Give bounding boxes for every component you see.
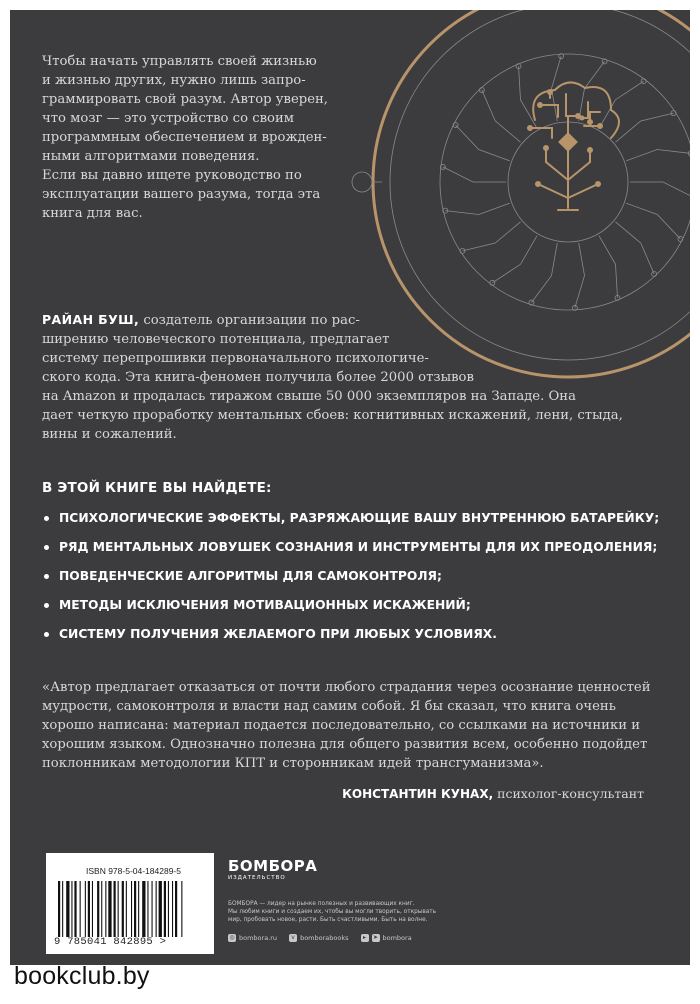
- social-label: bombora: [382, 934, 412, 942]
- author-line: дает четкую проработку ментальных сбоев: когнитивных искажений, лени, стыда,: [42, 408, 623, 423]
- list-item-text: ПОВЕДЕНЧЕСКИЕ АЛГОРИТМЫ ДЛЯ САМОКОНТРОЛЯ;: [59, 569, 442, 583]
- author-line: на Amazon и продалась тиражом свыше 50 000 экземпляров на Западе. Она: [42, 389, 576, 404]
- author-line: вины и сожалений.: [42, 427, 177, 442]
- list-item-text: МЕТОДЫ ИСКЛЮЧЕНИЯ МОТИВАЦИОННЫХ ИСКАЖЕНИЙ;: [59, 598, 471, 612]
- list-item: [42, 537, 662, 566]
- publisher-desc-line: мир, пробовать новое, расти. Быть счастливыми. Быть на волне.: [228, 917, 428, 923]
- review-quote: [42, 678, 657, 773]
- quote-line: хорошим языком. Однозначно полезна для общего развития всем, особенно подойдет: [42, 737, 648, 752]
- quote-author-role: психолог-консультант: [493, 786, 644, 801]
- quote-line: «Автор предлагает отказаться от почти любого страдания через осознание ценностей: [42, 680, 651, 695]
- intro-line: программным обеспечением и врожден-: [42, 130, 327, 145]
- publisher-sub: ИЗДАТЕЛЬСТВО: [228, 875, 286, 881]
- social-label: bombora.ru: [239, 934, 278, 942]
- bullet-icon: [44, 516, 49, 521]
- author-line: систему перепрошивки первоначального психологиче-: [42, 351, 429, 366]
- barcode-box: [46, 853, 214, 954]
- list-item-text: СИСТЕМУ ПОЛУЧЕНИЯ ЖЕЛАЕМОГО ПРИ ЛЮБЫХ УСЛОВИЯХ.: [59, 627, 497, 641]
- site-watermark: bookclub.by: [14, 962, 150, 990]
- social-item-other: [361, 934, 412, 942]
- list-item: [42, 566, 662, 595]
- globe-icon: ◎: [229, 934, 235, 941]
- social-item-vk: [289, 934, 348, 942]
- find-list: [42, 508, 662, 653]
- intro-text: [42, 52, 342, 223]
- author-line: ского кода. Эта книга-феномен получила более 2000 отзывов: [42, 370, 474, 385]
- list-item: [42, 508, 662, 537]
- author-line: создатель организации по рас-: [139, 313, 360, 328]
- publisher-logo: [228, 858, 317, 882]
- vk-icon: v: [289, 934, 297, 942]
- quote-author-name: КОНСТАНТИН КУНАХ,: [342, 787, 494, 801]
- find-heading: В ЭТОЙ КНИГЕ ВЫ НАЙДЕТЕ:: [42, 480, 272, 496]
- intro-line: Если вы давно ищете руководство по: [42, 168, 302, 183]
- quote-line: мудрости, самоконтроля и власти над самим собой. Я бы сказал, что книга очень: [42, 699, 616, 714]
- bullet-icon: [44, 545, 49, 550]
- author-name: РАЙАН БУШ,: [42, 312, 140, 327]
- bullet-icon: [44, 632, 49, 637]
- isbn-text: ISBN 978-5-04-184289-5: [86, 866, 181, 876]
- intro-line: эксплуатации вашего разума, тогда эта: [42, 187, 321, 202]
- intro-line: и жизнью других, нужно лишь запро-: [42, 73, 306, 88]
- quote-line: хорошо написана: материал подается последовательно, со ссылками на источники и: [42, 718, 640, 733]
- social-label: bomborabooks: [300, 934, 349, 942]
- bullet-icon: [44, 574, 49, 579]
- author-description: [42, 310, 647, 444]
- social-item-site: [228, 934, 277, 942]
- quote-attribution: [342, 786, 644, 801]
- list-item: [42, 595, 662, 624]
- list-item-text: РЯД МЕНТАЛЬНЫХ ЛОВУШЕК СОЗНАНИЯ И ИНСТРУМЕНТЫ ДЛЯ ИХ ПРЕОДОЛЕНИЯ;: [59, 540, 658, 554]
- list-item-text: ПСИХОЛОГИЧЕСКИЕ ЭФФЕКТЫ, РАЗРЯЖАЮЩИЕ ВАШУ ВНУТРЕННЮЮ БАТАРЕЙКУ;: [59, 511, 660, 525]
- intro-line: ными алгоритмами поведения.: [42, 149, 260, 164]
- intro-line: граммировать свой разум. Автор уверен,: [42, 92, 328, 107]
- quote-line: поклонникам методологии КПТ и сторонникам идей трансгуманизма».: [42, 756, 544, 771]
- publisher-name: БОМБОРА: [228, 857, 318, 875]
- social-icon: ▸: [361, 934, 369, 942]
- bullet-icon: [44, 603, 49, 608]
- intro-line: Чтобы начать управлять своей жизнью: [42, 54, 317, 69]
- publisher-desc-line: Мы любим книги и создаем их, чтобы вы могли творить, открывать: [228, 909, 437, 915]
- intro-line: книга для вас.: [42, 206, 143, 221]
- intro-line: что мозг — это устройство со своим: [42, 111, 294, 126]
- publisher-social: [228, 934, 412, 942]
- author-line: ширению человеческого потенциала, предлагает: [42, 332, 390, 347]
- barcode: [56, 881, 206, 937]
- book-back-cover: [10, 10, 690, 965]
- barcode-digits: 9 785041 842895 >: [54, 936, 167, 948]
- telegram-icon: ➤: [372, 934, 379, 941]
- publisher-description: [228, 900, 488, 924]
- list-item: [42, 624, 662, 653]
- publisher-desc-line: БОМБОРА — лидер на рынке полезных и развивающих книг.: [228, 901, 415, 907]
